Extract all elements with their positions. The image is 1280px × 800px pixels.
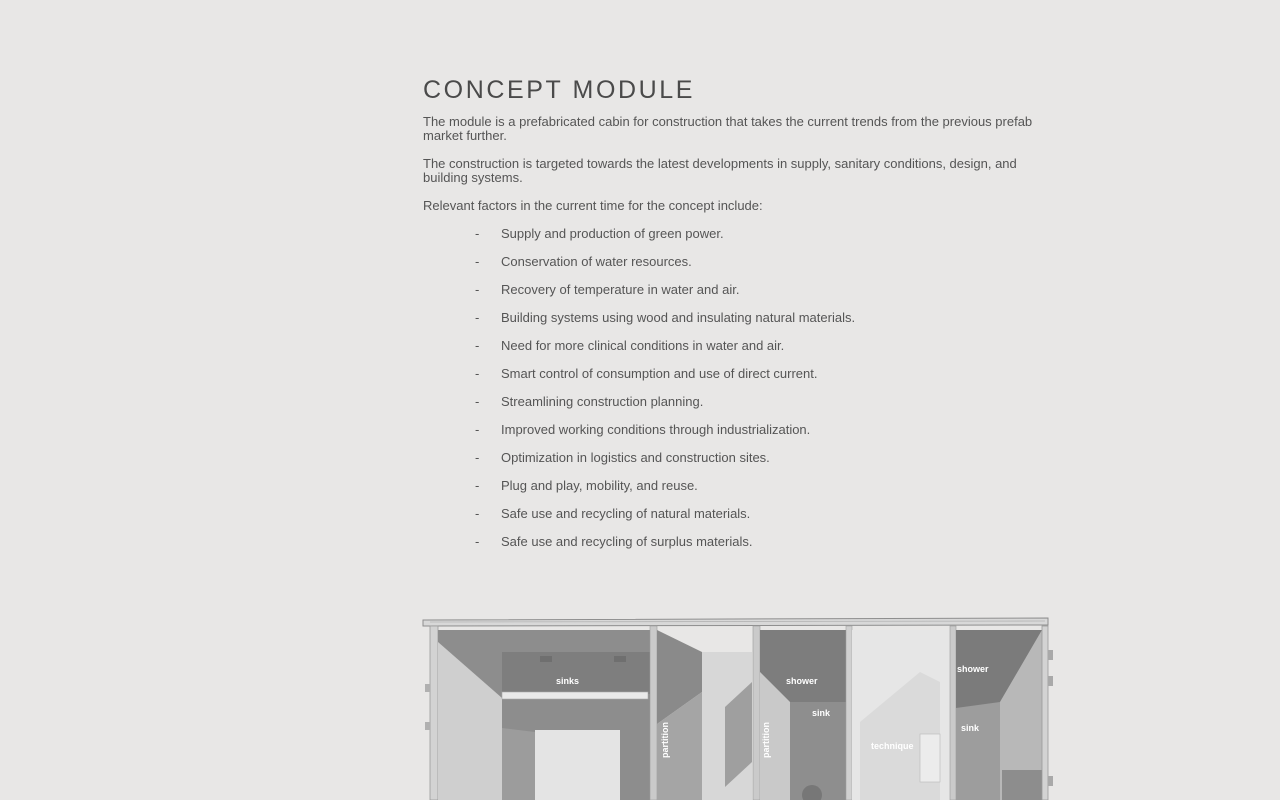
wall-fitting-5 [425,722,430,730]
bullet-dash: - [475,506,480,521]
label-shower-1: shower [786,676,818,686]
list-item-text: Plug and play, mobility, and reuse. [501,478,698,493]
page-title: CONCEPT MODULE [423,76,696,104]
label-sink-1: sink [812,708,831,718]
module-section-drawing [420,612,1055,800]
list-item-text: Smart control of consumption and use of direct current. [501,366,818,381]
label-partition-1: partition [660,722,670,758]
list-item-text: Optimization in logistics and construction sites. [501,450,770,465]
bullet-dash: - [475,478,480,493]
partition-wall-3 [950,626,956,800]
bullet-dash: - [475,394,480,409]
bullet-dash: - [475,450,480,465]
list-item-text: Improved working conditions through industrialization. [501,422,811,437]
bullet-dash: - [475,534,480,549]
shower-2-tray [1002,770,1042,800]
intro-paragraph: The module is a prefabricated cabin for construction that takes the current trends from the previous prefab market further. [423,114,1033,143]
wall-fitting-2 [1048,676,1053,686]
sink-counter [502,692,648,699]
list-item-text: Recovery of temperature in water and air. [501,282,740,297]
construction-paragraph: The construction is targeted towards the latest developments in supply, sanitary conditions, design, and building systems. [423,156,1017,185]
bullet-dash: - [475,310,480,325]
list-item-text: Building systems using wood and insulating natural materials. [501,310,856,325]
wall-fitting-4 [425,684,430,692]
bullet-dash: - [475,282,480,297]
room-sinks-floor [535,730,620,800]
right-outer-wall [1042,626,1048,800]
label-partition-2: partition [761,722,771,758]
bullet-dash: - [475,422,480,437]
left-outer-wall [430,626,438,800]
list-item-text: Safe use and recycling of surplus materials. [501,534,753,549]
bullet-dash: - [475,254,480,269]
module-cutaway-illustration [420,612,1055,800]
list-item-text: Safe use and recycling of natural materials. [501,506,751,521]
bullet-dash: - [475,366,480,381]
bullet-dash: - [475,338,480,353]
list-item-text: Conservation of water resources. [501,254,692,269]
label-sink-2: sink [961,723,980,733]
factors-intro-paragraph: Relevant factors in the current time for the concept include: [423,198,763,213]
technique-tank [920,734,940,782]
label-sinks: sinks [556,676,580,686]
bullet-dash: - [475,226,480,241]
list-item-text: Need for more clinical conditions in water and air. [501,338,785,353]
faucet-right [614,656,626,662]
label-technique: technique [871,741,914,751]
partition-wall-2 [753,626,760,800]
faucet-left [540,656,552,662]
technique-wall [846,626,852,800]
sink-counter-backsplash [502,652,650,694]
partition-wall-1 [650,626,657,800]
label-shower-2: shower [957,664,989,674]
list-item-text: Streamlining construction planning. [501,394,704,409]
wall-fitting-3 [1048,776,1053,786]
wall-fitting-1 [1048,650,1053,660]
list-item-text: Supply and production of green power. [501,226,724,241]
